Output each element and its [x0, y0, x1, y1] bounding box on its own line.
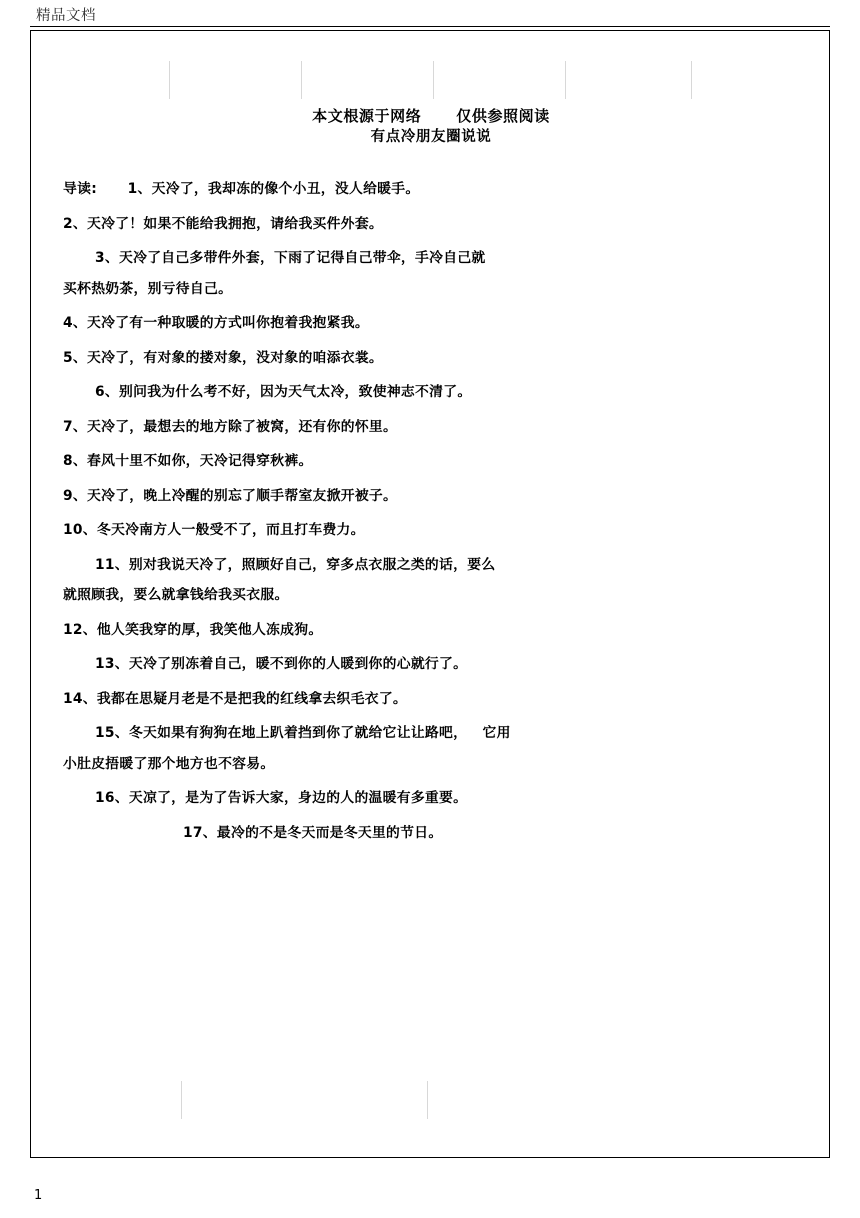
guide-tick — [427, 1081, 428, 1119]
paragraph-lead: 导读: 1、天冷了，我却冻的像个小丑，没人给暖手。 — [63, 181, 420, 197]
paragraph-item-2: 2、天冷了！如果不能给我拥抱，请给我买件外套。 — [63, 215, 384, 232]
header-divider — [30, 26, 830, 27]
guide-tick — [565, 61, 566, 99]
paragraph-item-15: 15、冬天如果有狗狗在地上趴着挡到你了就给它让让路吧， 它用 — [95, 725, 511, 741]
document-title-block — [31, 105, 831, 147]
paragraph-item-7: 7、天冷了，最想去的地方除了被窝，还有你的怀里。 — [63, 418, 398, 435]
paragraph-item-17: 17、最冷的不是冬天而是冬天里的节日。 — [183, 824, 443, 841]
paragraph-item-15-continued: 小肚皮捂暖了那个地方也不容易。 — [63, 755, 275, 772]
guide-tick — [433, 61, 434, 99]
page-title: 有点冷朋友圈说说 — [370, 129, 492, 145]
title-source-line: 本文根源于网络 仅供参照阅读 — [312, 107, 550, 125]
document-body — [63, 179, 799, 857]
guide-tick — [301, 61, 302, 99]
guide-tick — [169, 61, 170, 99]
paragraph-item-11: 11、别对我说天冷了，照顾好自己，穿多点衣服之类的话，要么 — [95, 556, 496, 573]
paragraph-item-11-continued: 就照顾我，要么就拿钱给我买衣服。 — [63, 587, 289, 603]
paragraph-item-5: 5、天冷了，有对象的搂对象，没对象的咱添衣裳。 — [63, 349, 384, 366]
watermark-text: 精品文档 — [36, 8, 96, 24]
page-number: 1 — [34, 1188, 43, 1203]
guide-tick — [181, 1081, 182, 1119]
paragraph-item-12: 12、他人笑我穿的厚，我笑他人冻成狗。 — [63, 621, 323, 638]
document-header — [0, 0, 860, 28]
paragraph-item-4: 4、天冷了有一种取暖的方式叫你抱着我抱紧我。 — [63, 315, 369, 331]
paragraph-item-6: 6、别问我为什么考不好，因为天气太冷，致使神志不清了。 — [95, 384, 472, 400]
paragraph-item-9: 9、天冷了，晚上冷醒的别忘了顺手帮室友掀开被子。 — [63, 487, 398, 504]
paragraph-item-3-continued: 买杯热奶茶，别亏待自己。 — [63, 280, 233, 297]
paragraph-item-13: 13、天冷了别冻着自己，暖不到你的人暖到你的心就行了。 — [95, 656, 468, 672]
paragraph-item-16: 16、天凉了，是为了告诉大家，身边的人的温暖有多重要。 — [95, 790, 468, 806]
guide-tick — [691, 61, 692, 99]
paragraph-item-14: 14、我都在思疑月老是不是把我的红线拿去织毛衣了。 — [63, 690, 408, 707]
paragraph-item-10: 10、冬天冷南方人一般受不了，而且打车费力。 — [63, 522, 365, 538]
page-frame — [30, 30, 830, 1158]
paragraph-item-8: 8、春风十里不如你，天冷记得穿秋裤。 — [63, 453, 313, 469]
paragraph-item-3: 3、天冷了自己多带件外套，下雨了记得自己带伞，手冷自己就 — [95, 250, 486, 266]
